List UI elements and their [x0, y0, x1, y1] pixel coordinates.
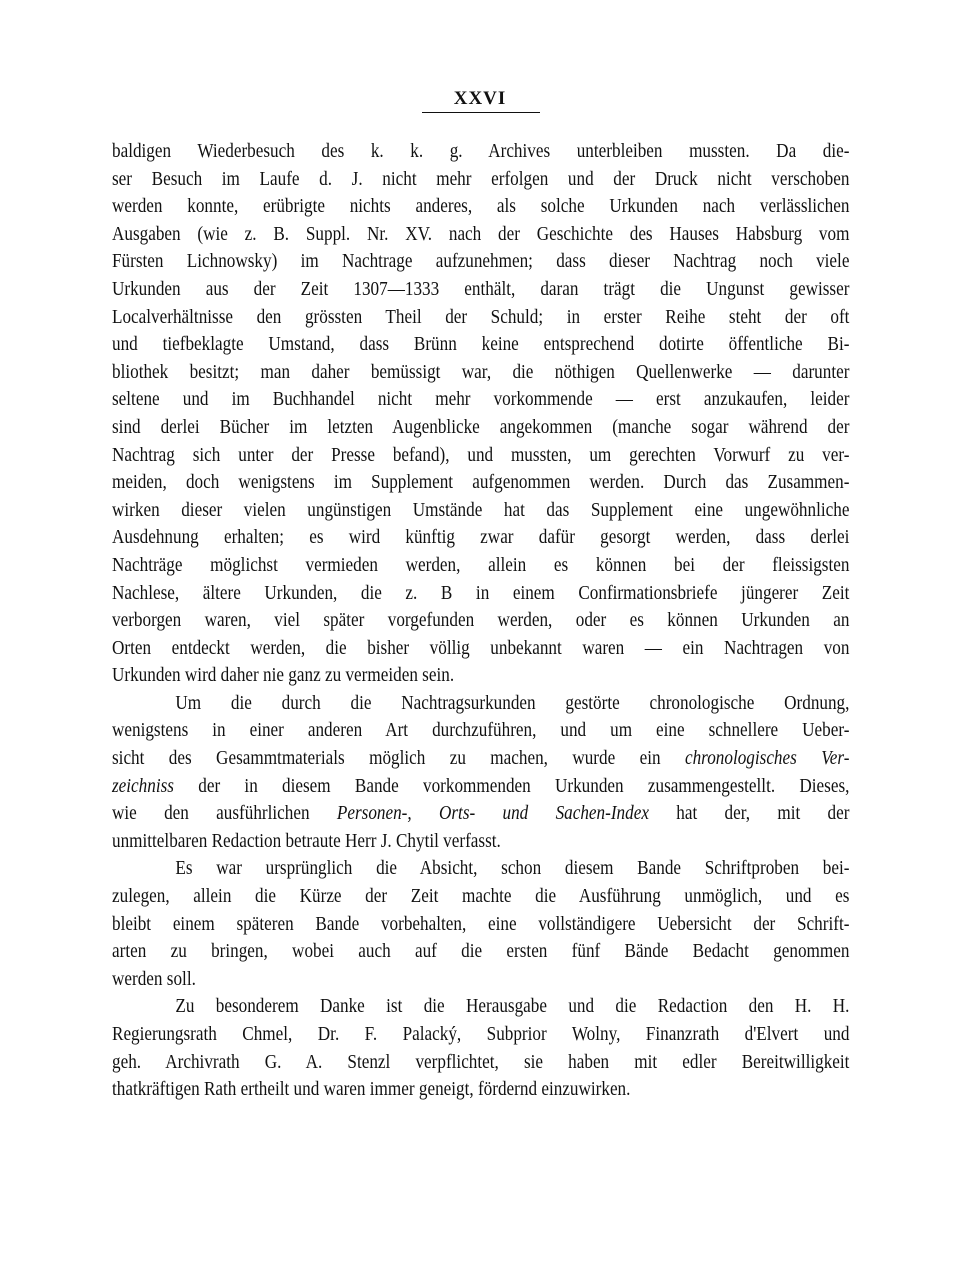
text-line: seltene und im Buchhandel nicht mehr vorkommende — erst anzukaufen, leider — [112, 389, 850, 411]
body-text — [112, 138, 850, 1104]
text-line: bleibt einem späteren Bande vorbehalten, eine vollständigere Uebersicht der Schrift- — [112, 913, 850, 935]
text-line: werden konnte, erübrigte nichts anderes, als solche Urkunden nach verlässlichen — [112, 196, 850, 218]
text-line: Localverhältnisse den grössten Theil der Schuld; in erster Reihe steht der oft — [112, 306, 850, 328]
text-line: Regierungsrath Chmel, Dr. F. Palacký, Subprior Wolny, Finanzrath d'Elvert und — [112, 1024, 850, 1045]
text-line: Orten entdeckt werden, die bisher völlig unbekannt waren — ein Nachtragen von — [112, 637, 850, 659]
text-line: geh. Archivrath G. A. Stenzl verpflichtet, sie haben mit edler Bereitwilligkeit — [112, 1051, 850, 1073]
text-line: wie den ausführlichen Personen-, Orts- und Sachen-Index hat der, mit der — [112, 803, 850, 825]
text-line: meiden, doch wenigstens im Supplement aufgenommen werden. Durch das Zusammen- — [112, 472, 850, 494]
text-line: thatkräftigen Rath ertheilt und waren immer geneigt, fördernd einzuwirken. — [112, 1079, 631, 1101]
page-number: XXVI — [453, 88, 507, 109]
text-line: Nachlese, ältere Urkunden, die z. B in einem Confirmationsbriefe jüngerer Zeit — [112, 582, 850, 604]
text-line: zeichniss der in diesem Bande vorkommenden Urkunden zusammengestellt. Dieses, — [112, 775, 850, 797]
text-line: verborgen waren, viel später vorgefunden werden, oder es können Urkunden an — [112, 610, 850, 632]
text-line: werden soll. — [112, 968, 196, 990]
text-line: wirken dieser vielen ungünstigen Umstände hat das Supplement eine ungewöhnliche — [112, 499, 850, 521]
text-line: Zu besonderem Danke ist die Herausgabe und die Redaction den H. H. — [175, 996, 850, 1018]
text-line: unmittelbaren Redaction betraute Herr J. Chytil verfasst. — [112, 830, 501, 852]
text-line: Es war ursprünglich die Absicht, schon diesem Bande Schriftproben bei- — [175, 858, 850, 880]
text-line: Um die durch die Nachtragsurkunden gestörte chronologische Ordnung, — [175, 692, 850, 714]
header-rule — [422, 112, 540, 113]
text-line: Nachtrag sich unter der Presse befand), und mussten, um gerechten Vorwurf zu ver- — [112, 444, 850, 466]
text-line: Ausdehnung erhalten; es wird künftig zwar dafür gesorgt werden, dass derlei — [112, 527, 850, 549]
text-line: zulegen, allein die Kürze der Zeit machte die Ausführung unmöglich, und es — [112, 886, 850, 908]
text-line: sind derlei Bücher im letzten Augenblicke angekommen (manche sogar während der — [112, 416, 850, 438]
text-line: Nachträge möglichst vermieden werden, allein es können bei der fleissigsten — [112, 554, 850, 576]
text-line: arten zu bringen, wobei auch auf die ersten fünf Bände Bedacht genommen — [112, 941, 850, 963]
text-line: wenigstens in einer anderen Art durchzuführen, und um eine schnellere Ueber- — [112, 720, 850, 742]
text-line: Urkunden wird daher nie ganz zu vermeiden sein. — [112, 665, 455, 687]
text-line: und tiefbeklagte Umstand, dass Brünn keine entsprechend dotirte öffentliche Bi- — [112, 334, 850, 356]
text-line: Fürsten Lichnowsky) im Nachtrage aufzunehmen; dass dieser Nachtrag noch viele — [112, 251, 850, 273]
text-line: ser Besuch im Laufe d. J. nicht mehr erfolgen und der Druck nicht verschoben — [112, 168, 850, 190]
page-header — [0, 88, 960, 110]
text-line: baldigen Wiederbesuch des k. k. g. Archives unterbleiben mussten. Da die- — [112, 141, 850, 162]
text-line: sicht des Gesammtmaterials möglich zu machen, wurde ein chronologisches Ver- — [112, 748, 850, 770]
text-line: Urkunden aus der Zeit 1307—1333 enthält, daran trägt die Ungunst gewisser — [112, 278, 850, 300]
text-line: bliothek besitzt; man daher bemüssigt war, die nöthigen Quellenwerke — darunter — [112, 361, 850, 383]
text-line: Ausgaben (wie z. B. Suppl. Nr. XV. nach der Geschichte des Hauses Habsburg vom — [112, 223, 850, 245]
